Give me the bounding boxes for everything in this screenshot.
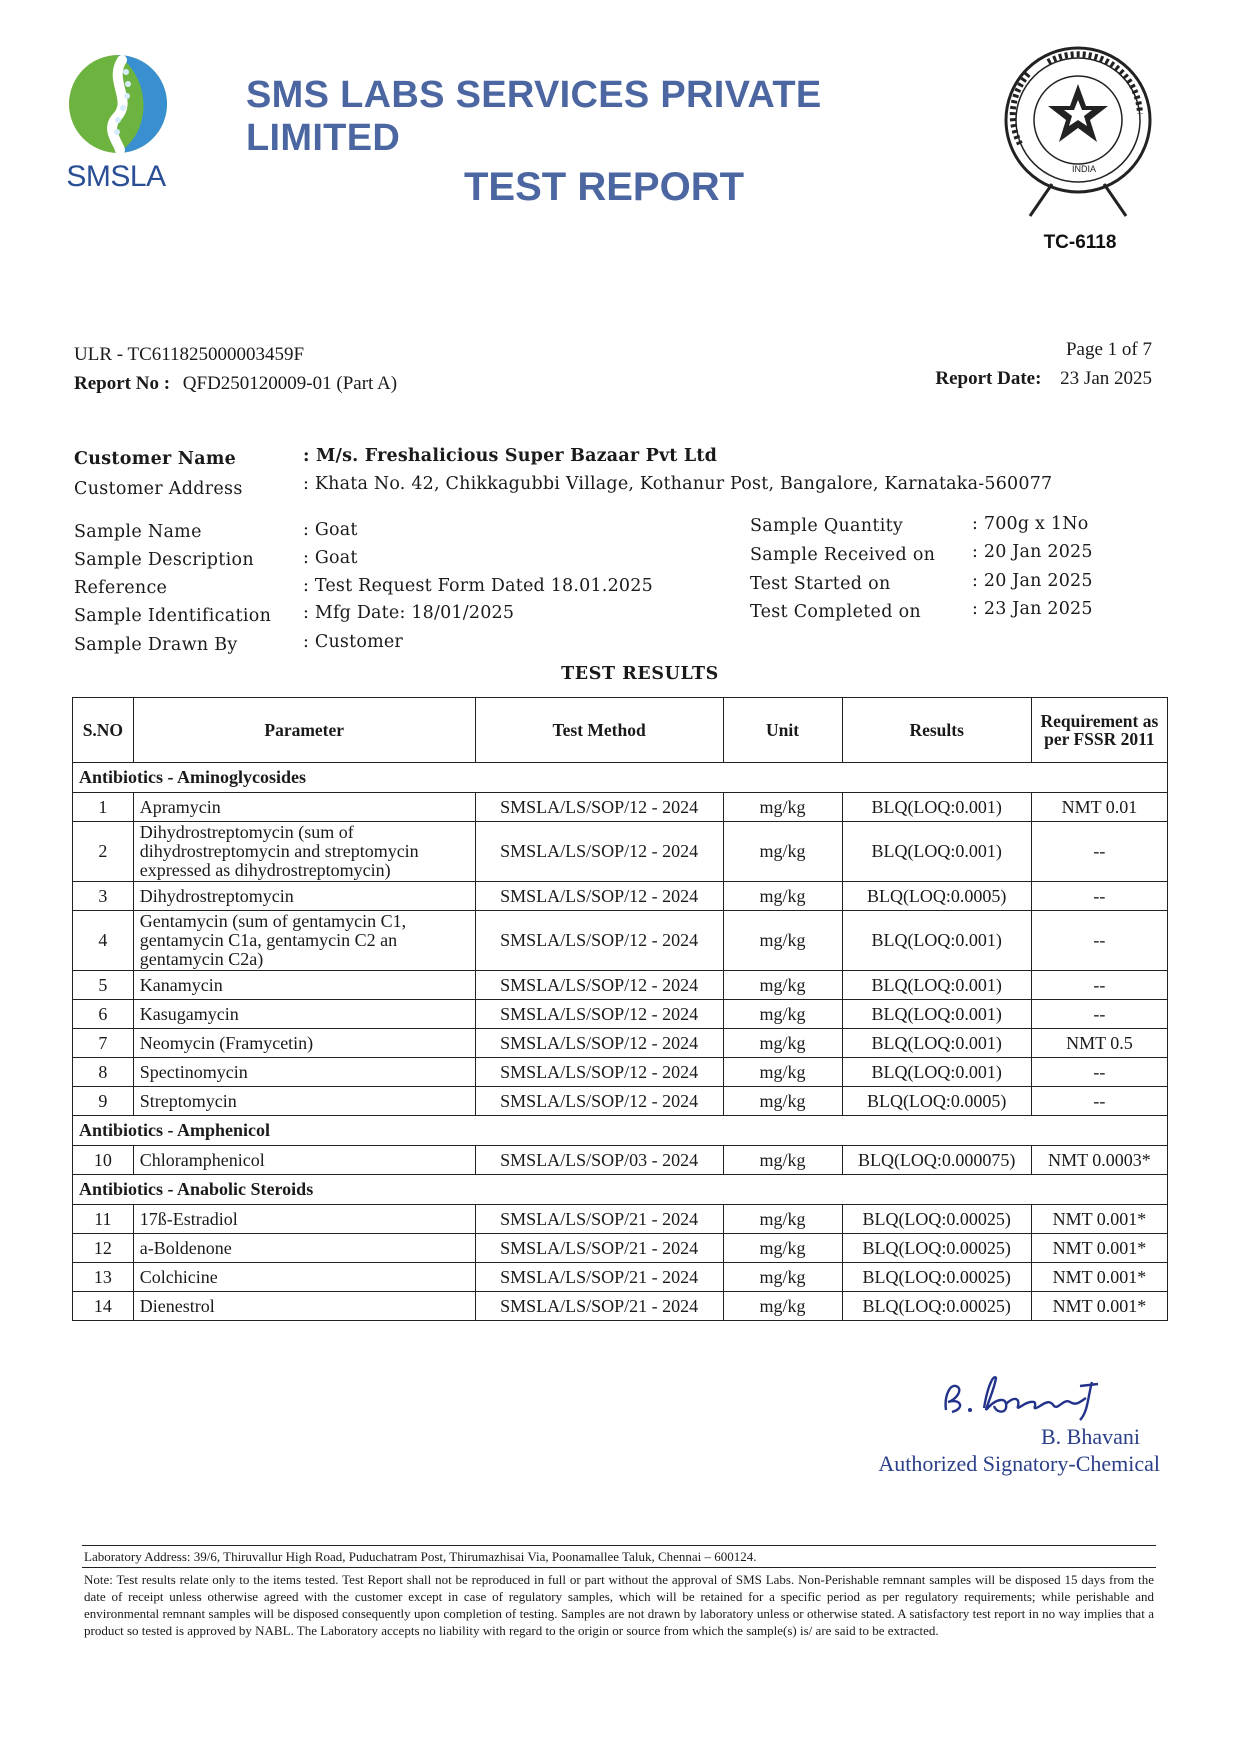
- col-parameter: Parameter: [133, 698, 475, 763]
- table-row: [73, 822, 1168, 882]
- cell-sno: 3: [73, 882, 134, 911]
- cell-parameter: Streptomycin: [133, 1087, 475, 1116]
- page-number: Page 1 of 7: [1065, 339, 1152, 360]
- cell-requirement: NMT 0.001*: [1031, 1234, 1167, 1263]
- table-row: [73, 911, 1168, 971]
- section-row: [73, 763, 1168, 793]
- cell-sno: 2: [73, 822, 134, 882]
- table-row: [73, 971, 1168, 1000]
- cell-requirement: --: [1031, 911, 1167, 971]
- cell-unit: mg/kg: [723, 1146, 842, 1175]
- cell-result: BLQ(LOQ:0.001): [842, 911, 1031, 971]
- signatory-name: B. Bhavani: [1041, 1424, 1140, 1449]
- cell-sno: 8: [73, 1058, 134, 1087]
- test-completed: : 23 Jan 2025: [972, 599, 1093, 619]
- lab-address: Laboratory Address: 39/6, Thiruvallur High Road, Puduchatram Post, Thirumazhisai Via, Poonamallee Taluk, Chennai – 600124.: [84, 1549, 757, 1564]
- table-row: [73, 1146, 1168, 1175]
- results-body: [73, 763, 1168, 1321]
- report-date: [880, 368, 1152, 390]
- cell-method: SMSLA/LS/SOP/12 - 2024: [475, 971, 723, 1000]
- footer-rule-bottom: [82, 1567, 1156, 1568]
- customer-name-label: Customer Name: [74, 449, 237, 469]
- sample-description: : Goat: [303, 548, 358, 568]
- cell-parameter: Chloramphenicol: [133, 1146, 475, 1175]
- sample-name-label: Sample Name: [74, 522, 202, 542]
- table-row: [73, 1000, 1168, 1029]
- cell-method: SMSLA/LS/SOP/21 - 2024: [475, 1263, 723, 1292]
- table-row: [73, 1234, 1168, 1263]
- cell-requirement: NMT 0.001*: [1031, 1263, 1167, 1292]
- results-table: [72, 697, 1168, 1321]
- cell-parameter: 17ß-Estradiol: [133, 1205, 475, 1234]
- cell-sno: 6: [73, 1000, 134, 1029]
- table-row: [73, 1087, 1168, 1116]
- cell-method: SMSLA/LS/SOP/21 - 2024: [475, 1205, 723, 1234]
- cell-method: SMSLA/LS/SOP/12 - 2024: [475, 1058, 723, 1087]
- cell-method: SMSLA/LS/SOP/12 - 2024: [475, 882, 723, 911]
- cell-requirement: --: [1031, 971, 1167, 1000]
- col-requirement: Requirement as per FSSR 2011: [1031, 698, 1167, 763]
- sample-received-label: Sample Received on: [750, 545, 936, 565]
- cell-sno: 7: [73, 1029, 134, 1058]
- cell-method: SMSLA/LS/SOP/03 - 2024: [475, 1146, 723, 1175]
- cell-requirement: NMT 0.001*: [1031, 1205, 1167, 1234]
- cell-sno: 14: [73, 1292, 134, 1321]
- table-row: [73, 1058, 1168, 1087]
- cell-requirement: NMT 0.0003*: [1031, 1146, 1167, 1175]
- sample-identification-label: Sample Identification: [74, 606, 272, 626]
- cell-requirement: --: [1031, 1058, 1167, 1087]
- report-no-label: Report No :: [74, 373, 171, 394]
- cell-requirement: --: [1031, 822, 1167, 882]
- table-row: [73, 1205, 1168, 1234]
- sample-name: : Goat: [303, 520, 358, 540]
- report-date-value: 23 Jan 2025: [1060, 368, 1152, 389]
- cell-unit: mg/kg: [723, 1292, 842, 1321]
- cell-result: BLQ(LOQ:0.00025): [842, 1234, 1031, 1263]
- cell-method: SMSLA/LS/SOP/12 - 2024: [475, 911, 723, 971]
- cell-method: SMSLA/LS/SOP/12 - 2024: [475, 793, 723, 822]
- cell-method: SMSLA/LS/SOP/21 - 2024: [475, 1234, 723, 1263]
- cell-result: BLQ(LOQ:0.001): [842, 1058, 1031, 1087]
- table-row: [73, 1292, 1168, 1321]
- cell-unit: mg/kg: [723, 1234, 842, 1263]
- section-title: Antibiotics - Amphenicol: [73, 1116, 1168, 1146]
- cell-requirement: NMT 0.001*: [1031, 1292, 1167, 1321]
- cell-sno: 9: [73, 1087, 134, 1116]
- cell-sno: 13: [73, 1263, 134, 1292]
- cell-parameter: Kasugamycin: [133, 1000, 475, 1029]
- cell-unit: mg/kg: [723, 793, 842, 822]
- signatory-role: Authorized Signatory-Chemical: [878, 1451, 1160, 1476]
- cell-parameter: a-Boldenone: [133, 1234, 475, 1263]
- cell-parameter: Spectinomycin: [133, 1058, 475, 1087]
- sample-identification: : Mfg Date: 18/01/2025: [303, 603, 515, 623]
- col-unit: Unit: [723, 698, 842, 763]
- section-title: Antibiotics - Aminoglycosides: [73, 763, 1168, 793]
- report-title: TEST REPORT: [464, 165, 745, 209]
- cell-parameter: Apramycin: [133, 793, 475, 822]
- cell-unit: mg/kg: [723, 911, 842, 971]
- cell-requirement: NMT 0.01: [1031, 793, 1167, 822]
- nabl-seal: [1000, 44, 1156, 224]
- col-sno: S.NO: [73, 698, 134, 763]
- seal-text: INDIA: [1071, 164, 1097, 174]
- signature: [930, 1362, 1150, 1422]
- cell-result: BLQ(LOQ:0.0005): [842, 882, 1031, 911]
- cell-result: BLQ(LOQ:0.00025): [842, 1205, 1031, 1234]
- report-no: [74, 373, 397, 395]
- cell-result: BLQ(LOQ:0.00025): [842, 1263, 1031, 1292]
- sample-description-label: Sample Description: [74, 550, 254, 570]
- cell-result: BLQ(LOQ:0.001): [842, 793, 1031, 822]
- sample-received: : 20 Jan 2025: [972, 542, 1093, 562]
- cell-parameter: Dihydrostreptomycin: [133, 882, 475, 911]
- table-header-row: [73, 698, 1168, 763]
- company-name: SMS LABS SERVICES PRIVATE LIMITED: [246, 74, 822, 159]
- cell-requirement: --: [1031, 1087, 1167, 1116]
- cell-unit: mg/kg: [723, 1263, 842, 1292]
- section-row: [73, 1175, 1168, 1205]
- reference: : Test Request Form Dated 18.01.2025: [303, 576, 653, 596]
- footer-note: Note: Test results relate only to the items tested. Test Report shall not be reproduced in full or part without the approval of SMS Labs. Non-Perishable remnant samples will be disposed 15 days from the date of receipt unless otherwise agreed with the customer except in case of regulatory samples, which will be retained for a specific period as per regulatory requirements; while perishable and environmental remnant samples will be disposed consequently upon completion of testing. Samples are not drawn by laboratory unless or otherwise stated. A satisfactory test report in no way implies that a product so tested is approved by NABL. The Laboratory accepts no liability with regard to the origin or source from which the sample(s) is/ are said to be extracted.: [84, 1572, 1154, 1638]
- cell-requirement: --: [1031, 882, 1167, 911]
- cell-unit: mg/kg: [723, 1205, 842, 1234]
- cell-sno: 5: [73, 971, 134, 1000]
- test-started-label: Test Started on: [750, 574, 891, 594]
- cell-parameter: Neomycin (Framycetin): [133, 1029, 475, 1058]
- table-row: [73, 882, 1168, 911]
- cell-result: BLQ(LOQ:0.001): [842, 971, 1031, 1000]
- table-row: [73, 1029, 1168, 1058]
- cell-method: SMSLA/LS/SOP/12 - 2024: [475, 1087, 723, 1116]
- cell-result: BLQ(LOQ:0.001): [842, 1000, 1031, 1029]
- cell-result: BLQ(LOQ:0.001): [842, 1029, 1031, 1058]
- cell-unit: mg/kg: [723, 1000, 842, 1029]
- cell-sno: 1: [73, 793, 134, 822]
- report-date-label: Report Date:: [935, 368, 1042, 389]
- report-no-value: QFD250120009-01 (Part A): [182, 373, 398, 394]
- cell-unit: mg/kg: [723, 1058, 842, 1087]
- cell-parameter: Dienestrol: [133, 1292, 475, 1321]
- cell-method: SMSLA/LS/SOP/12 - 2024: [475, 1029, 723, 1058]
- table-row: [73, 1263, 1168, 1292]
- cell-result: BLQ(LOQ:0.000075): [842, 1146, 1031, 1175]
- cell-method: SMSLA/LS/SOP/21 - 2024: [475, 1292, 723, 1321]
- cell-requirement: --: [1031, 1000, 1167, 1029]
- reference-label: Reference: [74, 578, 168, 598]
- cell-result: BLQ(LOQ:0.0005): [842, 1087, 1031, 1116]
- test-started: : 20 Jan 2025: [972, 571, 1093, 591]
- cell-unit: mg/kg: [723, 882, 842, 911]
- col-method: Test Method: [475, 698, 723, 763]
- cell-parameter: Colchicine: [133, 1263, 475, 1292]
- cell-result: BLQ(LOQ:0.001): [842, 822, 1031, 882]
- cell-result: BLQ(LOQ:0.00025): [842, 1292, 1031, 1321]
- sample-quantity-label: Sample Quantity: [750, 516, 904, 536]
- cell-unit: mg/kg: [723, 1029, 842, 1058]
- cell-unit: mg/kg: [723, 822, 842, 882]
- ulr-number: ULR - TC611825000003459F: [74, 344, 305, 365]
- footer-rule-top: [82, 1545, 1156, 1546]
- table-row: [73, 793, 1168, 822]
- sample-drawn-by: : Customer: [303, 632, 403, 652]
- cell-method: SMSLA/LS/SOP/12 - 2024: [475, 1000, 723, 1029]
- cell-parameter: Dihydrostreptomycin (sum of dihydrostreptomycin and streptomycin expressed as dihydrostreptomycin): [133, 822, 475, 882]
- results-heading: TEST RESULTS: [561, 664, 719, 684]
- cell-sno: 12: [73, 1234, 134, 1263]
- col-results: Results: [842, 698, 1031, 763]
- cell-unit: mg/kg: [723, 1087, 842, 1116]
- cell-sno: 4: [73, 911, 134, 971]
- sample-quantity: : 700g x 1No: [972, 514, 1089, 534]
- test-completed-label: Test Completed on: [750, 602, 921, 622]
- customer-address-label: Customer Address: [74, 479, 243, 499]
- cell-requirement: NMT 0.5: [1031, 1029, 1167, 1058]
- logo-wordmark: SMSLA: [66, 160, 166, 193]
- accreditation-code: TC-6118: [1043, 232, 1117, 253]
- section-row: [73, 1116, 1168, 1146]
- cell-sno: 11: [73, 1205, 134, 1234]
- customer-name: : M/s. Freshalicious Super Bazaar Pvt Ltd: [303, 446, 718, 466]
- cell-parameter: Gentamycin (sum of gentamycin C1, gentamycin C1a, gentamycin C2 an gentamycin C2a): [133, 911, 475, 971]
- customer-address: : Khata No. 42, Chikkagubbi Village, Kothanur Post, Bangalore, Karnataka-560077: [303, 474, 1053, 494]
- cell-unit: mg/kg: [723, 971, 842, 1000]
- cell-method: SMSLA/LS/SOP/12 - 2024: [475, 822, 723, 882]
- cell-sno: 10: [73, 1146, 134, 1175]
- cell-parameter: Kanamycin: [133, 971, 475, 1000]
- section-title: Antibiotics - Anabolic Steroids: [73, 1175, 1168, 1205]
- sample-drawn-by-label: Sample Drawn By: [74, 635, 238, 655]
